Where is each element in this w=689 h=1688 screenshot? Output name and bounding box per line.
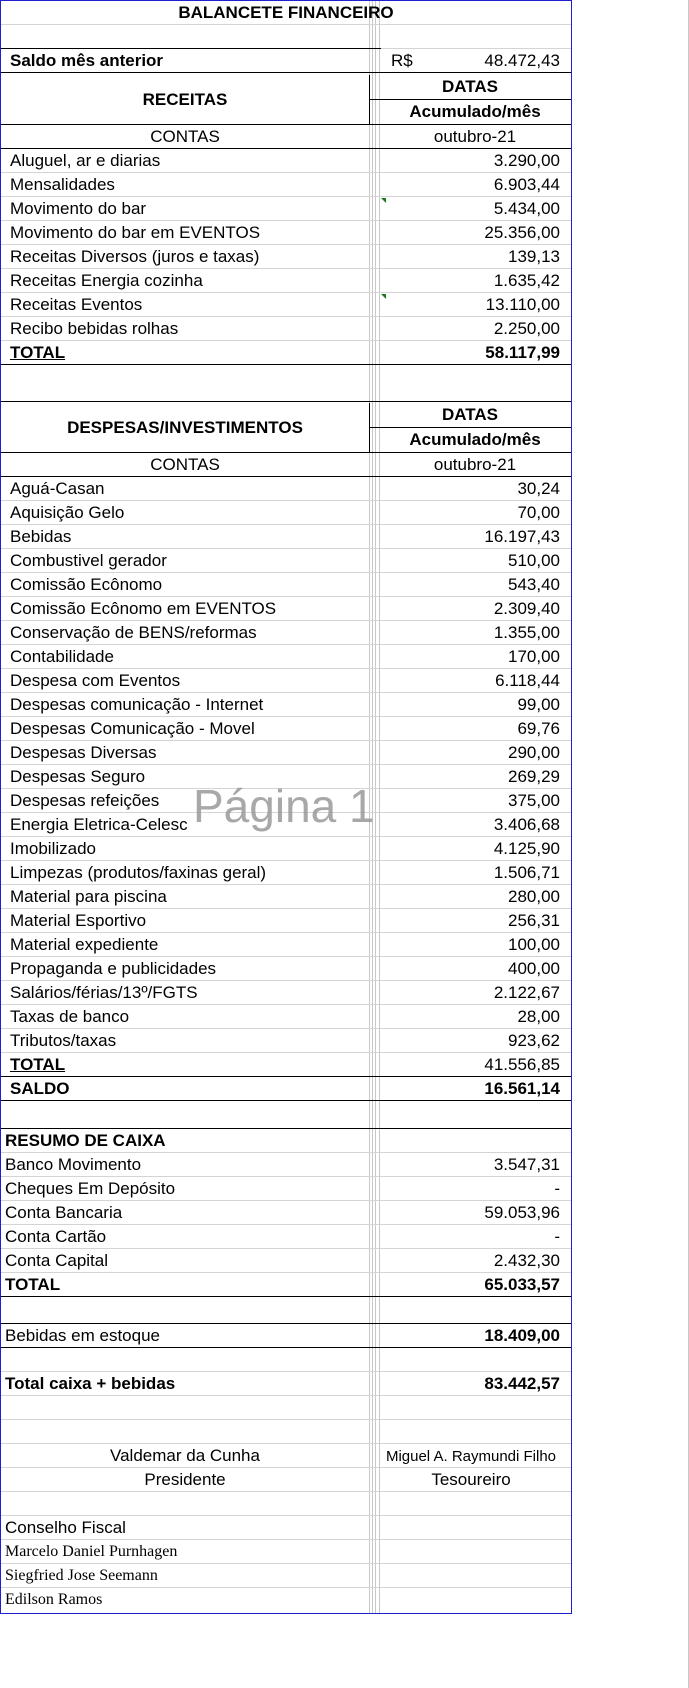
receita-row	[1, 197, 571, 221]
despesa-row-label: Combustivel gerador	[10, 550, 167, 570]
conselho-member: Edilson Ramos	[5, 1591, 103, 1608]
receita-row-value: 1.635,42	[493, 270, 560, 290]
resumo-row	[1, 1225, 571, 1249]
despesa-row-value: 6.118,44	[495, 670, 560, 690]
despesa-row-value: 375,00	[508, 790, 560, 810]
receita-row-value: 5.434,00	[493, 198, 560, 218]
despesa-row	[1, 549, 571, 573]
despesa-row-value: 269,29	[508, 766, 560, 786]
receitas-acumulado: Acumulado/mês	[409, 102, 541, 121]
receitas-periodo: outubro-21	[433, 127, 517, 146]
saldo-value: 16.561,14	[484, 1078, 560, 1098]
despesa-row	[1, 669, 571, 693]
receita-row	[1, 149, 571, 173]
despesa-row-value: 2.309,40	[493, 598, 560, 618]
despesa-row-value: 3.406,68	[493, 814, 560, 834]
receita-row	[1, 293, 571, 317]
despesa-row-value: 280,00	[508, 886, 560, 906]
despesa-row	[1, 645, 571, 669]
despesas-total-value: 41.556,85	[484, 1054, 560, 1074]
despesa-row-value: 400,00	[508, 958, 560, 978]
resumo-row-value: 2.432,30	[493, 1250, 560, 1270]
despesa-row	[1, 957, 571, 981]
receita-row	[1, 269, 571, 293]
despesa-row-label: Imobilizado	[10, 838, 96, 858]
resumo-heading: RESUMO DE CAIXA	[5, 1130, 166, 1150]
despesas-total-label: TOTAL	[10, 1054, 66, 1074]
receitas-heading: RECEITAS	[142, 90, 228, 109]
blank-row	[1, 1396, 571, 1420]
despesas-total	[1, 1053, 571, 1077]
saldo	[1, 1077, 571, 1101]
despesa-row	[1, 861, 571, 885]
despesa-row-value: 16.197,43	[484, 526, 560, 546]
despesa-row-value: 510,00	[508, 550, 560, 570]
despesa-row	[1, 933, 571, 957]
resumo-row-value: -	[554, 1226, 560, 1246]
total-caixa-value: 83.442,57	[484, 1373, 560, 1393]
saldo-anterior-row	[1, 49, 571, 73]
despesa-row-label: Despesas Seguro	[10, 766, 146, 786]
despesa-row-label: Material para piscina	[10, 886, 167, 906]
despesas-periodo: outubro-21	[433, 455, 517, 474]
receita-row-value: 139,13	[508, 246, 560, 266]
cell-comment-marker	[381, 294, 386, 299]
receitas-total-value: 58.117,99	[485, 342, 560, 362]
resumo-row-label: Conta Bancaria	[5, 1202, 123, 1222]
resumo-row-value: -	[554, 1178, 560, 1198]
despesa-row-label: Material Esportivo	[10, 910, 147, 930]
blank-row	[1, 1420, 571, 1444]
despesa-row-label: Comissão Ecônomo em EVENTOS	[10, 598, 277, 618]
receita-row-label: Receitas Energia cozinha	[10, 270, 203, 290]
blank-row	[1, 25, 571, 49]
saldo-anterior-value: 48.472,43	[484, 50, 560, 70]
resumo-row-label: Banco Movimento	[5, 1154, 142, 1174]
title-row	[1, 1, 571, 25]
resumo-total-label: TOTAL	[5, 1274, 61, 1294]
blank-row	[1, 1492, 571, 1516]
receita-row-label: Movimento do bar	[10, 198, 147, 218]
page-watermark: Página 1	[193, 780, 375, 832]
resumo-row-value: 3.547,31	[493, 1154, 560, 1174]
resumo-row	[1, 1201, 571, 1225]
despesa-row-value: 100,00	[508, 934, 560, 954]
despesa-row	[1, 885, 571, 909]
despesa-row-value: 1.506,71	[493, 862, 560, 882]
conselho-member-row	[1, 1564, 571, 1588]
despesa-row-value: 70,00	[517, 502, 560, 522]
despesa-row-label: Salários/férias/13º/FGTS	[10, 982, 198, 1002]
receita-row	[1, 317, 571, 341]
receitas-total-label: TOTAL	[10, 342, 66, 362]
conselho-heading: Conselho Fiscal	[5, 1517, 126, 1537]
presidente-nome: Valdemar da Cunha	[110, 1446, 260, 1465]
despesa-row-label: Tributos/taxas	[10, 1030, 117, 1050]
conselho-member-row	[1, 1540, 571, 1564]
despesa-row-label: Contabilidade	[10, 646, 114, 666]
despesa-row-value: 1.355,00	[493, 622, 560, 642]
signature-roles-row	[1, 1468, 571, 1492]
page-title: BALANCETE FINANCEIRO	[178, 3, 394, 22]
despesa-row	[1, 909, 571, 933]
despesa-row	[1, 1005, 571, 1029]
receita-row-value: 3.290,00	[493, 150, 560, 170]
receita-row-value: 25.356,00	[484, 222, 560, 242]
despesa-row-value: 30,24	[517, 478, 560, 498]
bebidas-estoque-value: 18.409,00	[484, 1325, 560, 1345]
despesa-row-label: Despesas refeições	[10, 790, 160, 810]
receita-row-label: Recibo bebidas rolhas	[10, 318, 179, 338]
despesa-row-label: Limpezas (produtos/faxinas geral)	[10, 862, 267, 882]
despesa-row-label: Comissão Ecônomo	[10, 574, 163, 594]
despesa-row-value: 2.122,67	[493, 982, 560, 1002]
total-caixa-label: Total caixa + bebidas	[5, 1373, 176, 1393]
receita-row-label: Receitas Diversos (juros e taxas)	[10, 246, 260, 266]
resumo-row-label: Cheques Em Depósito	[5, 1178, 176, 1198]
conselho-member: Siegfried Jose Seemann	[5, 1566, 158, 1584]
receita-row	[1, 221, 571, 245]
presidente-cargo: Presidente	[144, 1470, 226, 1489]
receita-row-label: Mensalidades	[10, 174, 115, 194]
saldo-label: SALDO	[10, 1078, 70, 1098]
despesas-datas: DATAS	[441, 405, 499, 424]
receita-row	[1, 245, 571, 269]
despesa-row	[1, 1029, 571, 1053]
blank-row	[1, 1348, 571, 1372]
receita-row-label: Movimento do bar em EVENTOS	[10, 222, 261, 242]
rule	[369, 75, 370, 125]
despesa-row-label: Propaganda e publicidades	[10, 958, 217, 978]
receitas-datas: DATAS	[441, 77, 499, 96]
receita-row-value: 2.250,00	[493, 318, 560, 338]
receita-row-label: Receitas Eventos	[10, 294, 143, 314]
conselho-heading-row	[1, 1516, 571, 1540]
despesa-row-label: Aquisição Gelo	[10, 502, 125, 522]
despesa-row-value: 4.125,90	[493, 838, 560, 858]
despesa-row-value: 69,76	[517, 718, 560, 738]
despesas-acumulado: Acumulado/mês	[409, 430, 541, 449]
despesa-row	[1, 525, 571, 549]
despesa-row-label: Aguá-Casan	[10, 478, 105, 498]
despesa-row-value: 290,00	[508, 742, 560, 762]
resumo-total	[1, 1273, 571, 1297]
resumo-row	[1, 1153, 571, 1177]
despesa-row-value: 170,00	[508, 646, 560, 666]
despesa-row-value: 256,31	[508, 910, 560, 930]
despesa-row	[1, 693, 571, 717]
resumo-row-label: Conta Cartão	[5, 1226, 107, 1246]
despesa-row	[1, 597, 571, 621]
receita-row-value: 6.903,44	[493, 174, 560, 194]
despesa-row-label: Despesa com Eventos	[10, 670, 181, 690]
despesa-row	[1, 717, 571, 741]
resumo-row	[1, 1249, 571, 1273]
total-caixa-row	[1, 1372, 571, 1396]
receitas-contas: CONTAS	[150, 127, 220, 146]
currency-symbol: R$	[391, 50, 413, 70]
receita-row-label: Aluguel, ar e diarias	[10, 150, 161, 170]
despesas-heading: DESPESAS/INVESTIMENTOS	[67, 418, 303, 437]
rule	[1, 401, 571, 402]
despesa-row-label: Conservação de BENS/reformas	[10, 622, 257, 642]
bebidas-estoque-row	[1, 1324, 571, 1348]
resumo-heading-row	[1, 1129, 571, 1153]
despesa-row-label: Bebidas	[10, 526, 72, 546]
resumo-total-value: 65.033,57	[484, 1274, 560, 1294]
saldo-anterior-label: Saldo mês anterior	[10, 50, 164, 70]
tesoureiro-nome: Miguel A. Raymundi Filho	[385, 1447, 557, 1465]
despesa-row-value: 99,00	[517, 694, 560, 714]
despesa-row	[1, 981, 571, 1005]
cell-comment-marker	[381, 198, 386, 203]
receitas-total	[1, 341, 571, 365]
receita-row	[1, 173, 571, 197]
conselho-member-row	[1, 1588, 571, 1612]
despesa-row-value: 28,00	[517, 1006, 560, 1026]
despesa-row	[1, 573, 571, 597]
bebidas-estoque-label: Bebidas em estoque	[5, 1325, 160, 1345]
despesa-row-label: Despesas Diversas	[10, 742, 157, 762]
resumo-row	[1, 1177, 571, 1201]
despesa-row	[1, 501, 571, 525]
despesa-row	[1, 837, 571, 861]
tesoureiro-cargo: Tesoureiro	[431, 1470, 511, 1489]
despesa-row-value: 923,62	[508, 1030, 560, 1050]
despesa-row	[1, 621, 571, 645]
receita-row-value: 13.110,00	[485, 294, 560, 314]
despesa-row-label: Despesas comunicação - Internet	[10, 694, 264, 714]
despesas-contas: CONTAS	[150, 455, 220, 474]
signature-names-row	[1, 1444, 571, 1468]
rule	[369, 403, 370, 453]
despesa-row-label: Energia Eletrica-Celesc	[10, 814, 188, 834]
despesa-row	[1, 741, 571, 765]
despesa-row	[1, 477, 571, 501]
resumo-row-value: 59.053,96	[484, 1202, 560, 1222]
despesa-row-label: Despesas Comunicação - Movel	[10, 718, 255, 738]
resumo-row-label: Conta Capital	[5, 1250, 109, 1270]
conselho-member: Marcelo Daniel Purnhagen	[5, 1542, 178, 1560]
despesa-row-label: Material expediente	[10, 934, 159, 954]
despesa-row-label: Taxas de banco	[10, 1006, 130, 1026]
despesa-row-value: 543,40	[508, 574, 560, 594]
